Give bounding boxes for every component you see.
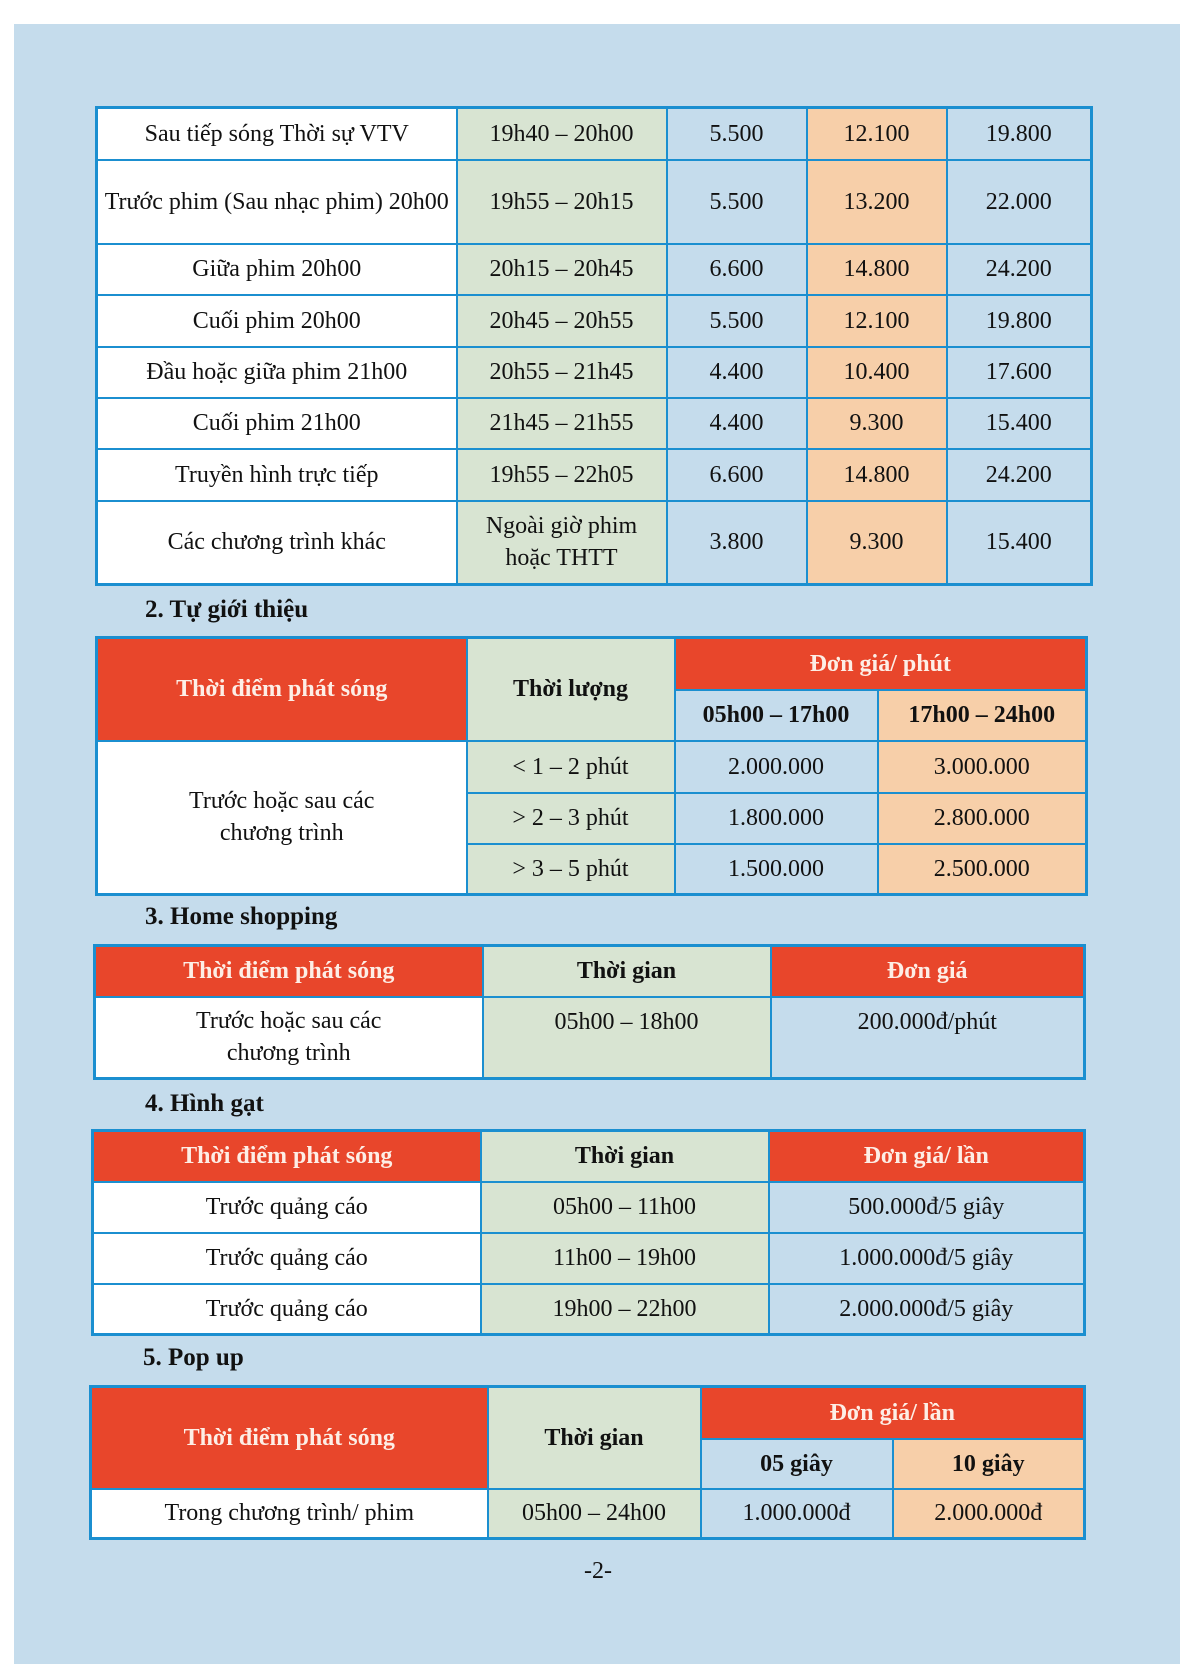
program-cell: Trong chương trình/ phim [91, 1489, 488, 1539]
program-cell: Trước quảng cáo [93, 1182, 481, 1233]
header-broadcast-time: Thời điểm phát sóng [93, 1131, 481, 1182]
section-title-self-intro: 2. Tự giới thiệu [145, 596, 309, 623]
price-cell: 19.800 [947, 295, 1092, 347]
time-cell: 21h45 – 21h55 [457, 398, 667, 449]
price-cell: 15.400 [947, 501, 1092, 585]
header-broadcast-time: Thời điểm phát sóng [91, 1387, 488, 1489]
price-cell: 24.200 [947, 244, 1092, 295]
header-10-seconds: 10 giây [893, 1439, 1085, 1489]
price-cell: 2.000.000đ/5 giây [769, 1284, 1085, 1335]
section-title-home-shopping: 3. Home shopping [145, 903, 338, 930]
price-cell: 24.200 [947, 449, 1092, 501]
price-table-continued [95, 106, 1093, 586]
time-cell: 19h55 – 20h15 [457, 160, 667, 244]
duration-cell: > 3 – 5 phút [467, 844, 675, 895]
table-row [97, 398, 1092, 449]
price-cell: 4.400 [667, 347, 807, 398]
period-cell: 19h00 – 22h00 [481, 1284, 769, 1335]
header-5-seconds: 05 giây [701, 1439, 893, 1489]
table-row [97, 160, 1092, 244]
table-row [97, 244, 1092, 295]
period-cell: 11h00 – 19h00 [481, 1233, 769, 1284]
time-cell: 20h55 – 21h45 [457, 347, 667, 398]
section-title-popup: 5. Pop up [143, 1344, 244, 1371]
price-cell: 14.800 [807, 244, 947, 295]
program-cell: Trước phim (Sau nhạc phim) 20h00 [97, 160, 457, 244]
swipe-table [91, 1129, 1086, 1336]
table-row [97, 108, 1092, 160]
price-cell: 3.800 [667, 501, 807, 585]
header-duration: Thời lượng [467, 638, 675, 741]
table-row [97, 449, 1092, 501]
table-row [97, 741, 1087, 793]
time-cell: 19h40 – 20h00 [457, 108, 667, 160]
program-cell: Truyền hình trực tiếp [97, 449, 457, 501]
price-cell: 2.000.000đ [893, 1489, 1085, 1539]
duration-cell: < 1 – 2 phút [467, 741, 675, 793]
price-cell: 2.000.000 [675, 741, 878, 793]
table-row [93, 1233, 1085, 1284]
program-cell: Trước quảng cáo [93, 1233, 481, 1284]
table-row [97, 295, 1092, 347]
price-cell: 12.100 [807, 295, 947, 347]
program-cell: Các chương trình khác [97, 501, 457, 585]
header-time-slot-2: 17h00 – 24h00 [878, 690, 1087, 741]
program-cell: Cuối phim 20h00 [97, 295, 457, 347]
price-cell: 15.400 [947, 398, 1092, 449]
header-period: Thời gian [483, 946, 771, 997]
price-cell: 22.000 [947, 160, 1092, 244]
header-price: Đơn giá [771, 946, 1085, 997]
program-cell: Giữa phim 20h00 [97, 244, 457, 295]
price-cell: 19.800 [947, 108, 1092, 160]
table-row [95, 997, 1085, 1079]
duration-cell: > 2 – 3 phút [467, 793, 675, 844]
price-cell: 13.200 [807, 160, 947, 244]
self-intro-table [95, 636, 1088, 896]
price-cell: 5.500 [667, 295, 807, 347]
price-cell: 6.600 [667, 449, 807, 501]
price-cell: 500.000đ/5 giây [769, 1182, 1085, 1233]
table-row [93, 1182, 1085, 1233]
price-cell: 14.800 [807, 449, 947, 501]
header-price-per-minute: Đơn giá/ phút [675, 638, 1087, 690]
table-row [91, 1489, 1085, 1539]
header-period: Thời gian [488, 1387, 701, 1489]
table-row [97, 347, 1092, 398]
price-cell: 5.500 [667, 108, 807, 160]
price-cell: 1.500.000 [675, 844, 878, 895]
price-cell: 12.100 [807, 108, 947, 160]
program-cell: Cuối phim 21h00 [97, 398, 457, 449]
header-period: Thời gian [481, 1131, 769, 1182]
price-cell: 1.000.000đ/5 giây [769, 1233, 1085, 1284]
price-cell: 2.500.000 [878, 844, 1087, 895]
time-cell: Ngoài giờ phim hoặc THTT [457, 501, 667, 585]
price-cell: 17.600 [947, 347, 1092, 398]
header-broadcast-time: Thời điểm phát sóng [97, 638, 467, 741]
table-row [93, 1284, 1085, 1335]
section-title-swipe: 4. Hình gạt [145, 1090, 264, 1117]
period-cell: 05h00 – 24h00 [488, 1489, 701, 1539]
price-cell: 3.000.000 [878, 741, 1087, 793]
home-shopping-table [93, 944, 1086, 1080]
table-row [97, 501, 1092, 585]
program-cell: Sau tiếp sóng Thời sự VTV [97, 108, 457, 160]
price-cell: 9.300 [807, 398, 947, 449]
header-price-per-time: Đơn giá/ lần [701, 1387, 1085, 1439]
price-cell: 9.300 [807, 501, 947, 585]
header-broadcast-time: Thời điểm phát sóng [95, 946, 483, 997]
price-cell: 4.400 [667, 398, 807, 449]
program-cell: Trước quảng cáo [93, 1284, 481, 1335]
time-cell: 20h15 – 20h45 [457, 244, 667, 295]
price-cell: 10.400 [807, 347, 947, 398]
page-number: -2- [584, 1558, 612, 1584]
time-cell: 20h45 – 20h55 [457, 295, 667, 347]
time-cell: 19h55 – 22h05 [457, 449, 667, 501]
period-cell: 05h00 – 18h00 [483, 997, 771, 1079]
price-cell: 200.000đ/phút [771, 997, 1085, 1079]
price-cell: 6.600 [667, 244, 807, 295]
price-cell: 1.800.000 [675, 793, 878, 844]
program-cell: Trước hoặc sau các chương trình [95, 997, 483, 1079]
popup-table [89, 1385, 1086, 1540]
header-price-per-time: Đơn giá/ lần [769, 1131, 1085, 1182]
program-cell: Đầu hoặc giữa phim 21h00 [97, 347, 457, 398]
program-cell: Trước hoặc sau các chương trình [97, 741, 467, 895]
header-time-slot-1: 05h00 – 17h00 [675, 690, 878, 741]
period-cell: 05h00 – 11h00 [481, 1182, 769, 1233]
price-cell: 5.500 [667, 160, 807, 244]
price-cell: 2.800.000 [878, 793, 1087, 844]
price-cell: 1.000.000đ [701, 1489, 893, 1539]
